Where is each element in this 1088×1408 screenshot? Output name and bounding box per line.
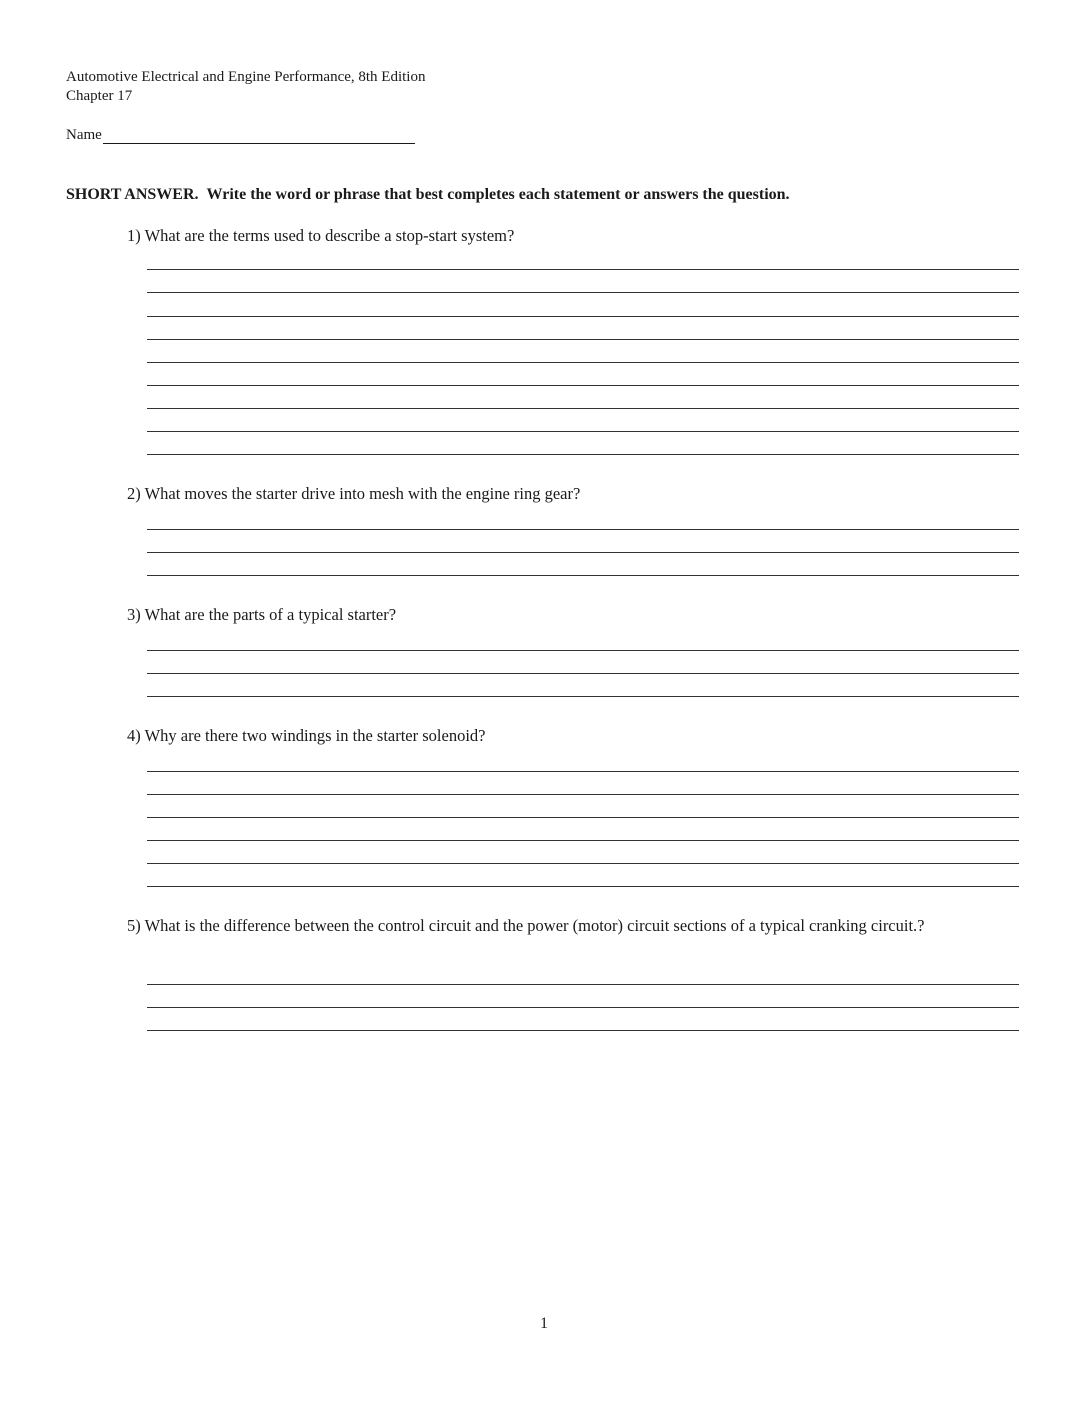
answer-line[interactable] (147, 529, 1019, 530)
section-heading-label: SHORT ANSWER. (66, 186, 199, 203)
answer-line[interactable] (147, 362, 1019, 363)
answer-line[interactable] (147, 673, 1019, 674)
answer-line[interactable] (147, 650, 1019, 651)
question-text: What is the difference between the control circuit and the power (motor) circuit sections of a typical cranking circuit.? (144, 916, 925, 935)
answer-line[interactable] (147, 292, 1019, 293)
answer-line[interactable] (147, 431, 1019, 432)
question-4 (127, 724, 1017, 747)
question-2 (127, 482, 1017, 505)
question-1 (127, 224, 1017, 247)
question-text: What moves the starter drive into mesh with the engine ring gear? (144, 484, 581, 503)
answer-line[interactable] (147, 794, 1019, 795)
answer-line[interactable] (147, 1007, 1019, 1008)
answer-line[interactable] (147, 984, 1019, 985)
answer-line[interactable] (147, 316, 1019, 317)
answer-line[interactable] (147, 696, 1019, 697)
question-number: 5) (127, 916, 145, 935)
section-instructions: Write the word or phrase that best completes each statement or answers the question. (206, 186, 790, 203)
answer-line[interactable] (147, 385, 1019, 386)
answer-line[interactable] (147, 339, 1019, 340)
answer-line[interactable] (147, 817, 1019, 818)
question-5 (127, 914, 1037, 937)
answer-line[interactable] (147, 552, 1019, 553)
question-3 (127, 603, 1017, 626)
question-number: 2) (127, 484, 145, 503)
textbook-title: Automotive Electrical and Engine Performance, 8th Edition (66, 69, 426, 85)
answer-line[interactable] (147, 886, 1019, 887)
question-text: What are the parts of a typical starter? (144, 605, 397, 624)
name-row (66, 126, 415, 144)
page-number: 1 (540, 1315, 548, 1332)
answer-line[interactable] (147, 771, 1019, 772)
name-field[interactable] (103, 126, 415, 144)
answer-line[interactable] (147, 863, 1019, 864)
question-number: 3) (127, 605, 145, 624)
question-text: What are the terms used to describe a stop-start system? (144, 226, 515, 245)
answer-line[interactable] (147, 269, 1019, 270)
chapter-label: Chapter 17 (66, 88, 133, 104)
question-number: 4) (127, 726, 145, 745)
answer-line[interactable] (147, 840, 1019, 841)
answer-line[interactable] (147, 575, 1019, 576)
answer-line[interactable] (147, 454, 1019, 455)
section-heading (66, 185, 790, 205)
answer-line[interactable] (147, 408, 1019, 409)
question-number: 1) (127, 226, 145, 245)
name-label: Name (66, 127, 102, 143)
question-text: Why are there two windings in the starter solenoid? (144, 726, 486, 745)
answer-line[interactable] (147, 1030, 1019, 1031)
